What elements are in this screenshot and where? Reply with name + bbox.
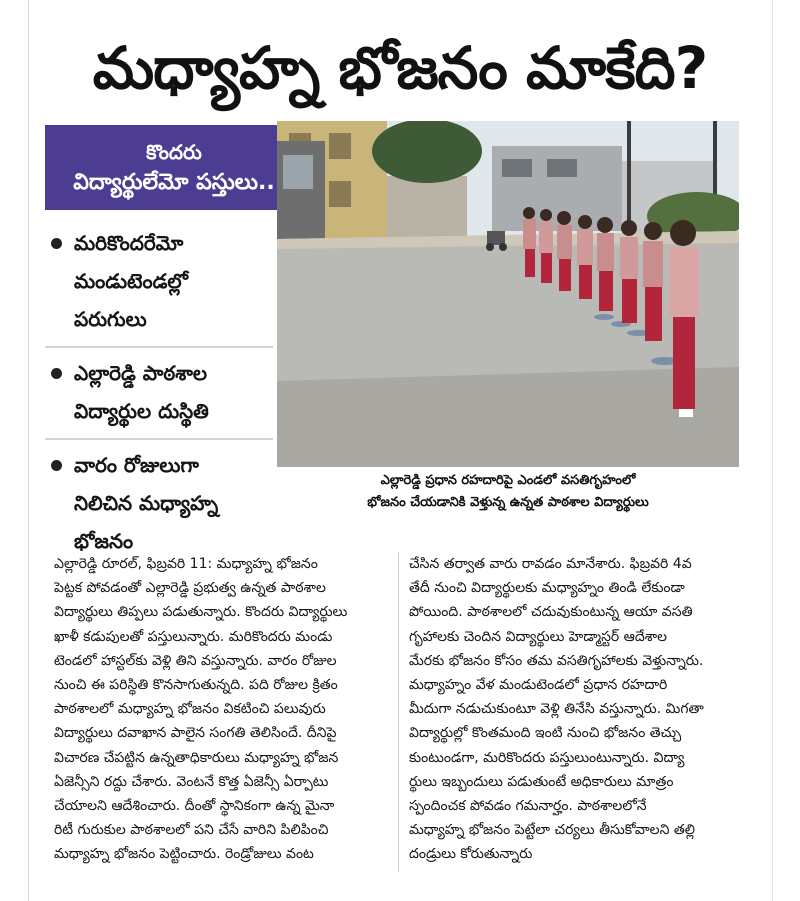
- highlight-text: మండుటెండల్లో: [74, 269, 188, 293]
- highlight-item: [45, 348, 273, 440]
- highlight-item: [45, 440, 273, 568]
- body-line: విద్యార్థుల్లో కొంతమంది ఇంటి నుంచి భోజనం తెచ్చు: [409, 725, 682, 742]
- body-line: ర్థులు ఇబ్బందులు పడుతుంటే అధికారులు మాత్రం: [409, 773, 674, 790]
- page-right-edge: [772, 0, 773, 901]
- body-line: చేయాలని ఆదేశించారు. దీంతో స్థానికంగా ఉన్న మైనా: [54, 798, 335, 815]
- kicker-line-1: కొందరు: [146, 139, 202, 164]
- body-line: పాఠశాలలో మధ్యాహ్న భోజనం వికటించి పలువురు: [54, 701, 326, 718]
- body-line: కుంటుండగా, మరికొందరు పస్తులుంటున్నారు. విద్యా: [409, 749, 685, 766]
- body-line: మీదుగా నడుచుకుంటూ వెళ్లి తినేసి వస్తున్నారు. మిగతా: [409, 701, 704, 718]
- body-line: విద్యార్థులు దవాఖాన పాలైన సంగతి తెలిసిందే. దీనిపై: [54, 725, 337, 742]
- caption-line-1: ఎల్లారెడ్డి ప్రధాన రహదారిపై ఎండలో వసతిగృహంలో: [380, 473, 636, 488]
- bullet-dot-icon: [51, 460, 62, 471]
- body-line: చేసిన తర్వాత వారు రావడం మానేశారు. ఫిబ్రవరి 4వ: [409, 556, 692, 572]
- body-line: గృహాలకు చెందిన విద్యార్థులు హెడ్మాస్టర్ ఆదేశాల: [409, 628, 668, 645]
- article-column-1: [54, 552, 394, 867]
- kicker-line-2: విద్యార్థులేమో పస్తులు..: [73, 169, 275, 195]
- highlight-text: ఎల్లారెడ్డి పాఠశాల: [74, 361, 208, 385]
- body-line: పెట్టక పోవడంతో ఎల్లారెడ్డి ప్రభుత్వ ఉన్నత పాఠశాల: [54, 580, 326, 597]
- body-line: ఖాళీ కడుపులతో పస్తులున్నారు. మరికొందరు మండు: [54, 628, 333, 645]
- photo-caption: [277, 470, 739, 514]
- body-line: విద్యార్థులు తిప్పలు పడుతున్నారు. కొందరు విద్యార్థులు: [54, 604, 348, 621]
- body-line: స్పందించక పోవడం గమనార్హం. పాఠశాలలోనే: [409, 798, 647, 815]
- column-divider: [398, 552, 399, 872]
- body-line: మేరకు భోజనం కోసం తమ వసతిగృహాలకు వెళ్తున్నారు.: [409, 652, 704, 669]
- body-line: నుంచి ఈ పరిస్థితి కొనసాగుతున్నది. పది రోజుల క్రితం: [54, 677, 338, 694]
- highlight-text: మరికొందరేమో: [74, 231, 184, 255]
- article-column-2: [409, 552, 739, 867]
- highlights-list: [45, 218, 273, 568]
- body-line: రిటీ గురుకుల పాఠశాలలో పని చేసే వారిని పిలిపించి: [54, 822, 329, 839]
- headline: మధ్యాహ్న భోజనం మాకేది?: [92, 34, 708, 102]
- body-line: తేదీ నుంచి విద్యార్థులకు మధ్యాహ్నం తిండి లేకుండా: [409, 580, 685, 597]
- caption-line-2: భోజనం చేయడానికి వెళ్తున్న ఉన్నత పాఠశాల విద్యార్థులు: [367, 495, 649, 510]
- body-line: ఎల్లారెడ్డి రూరల్, ఫిబ్రవరి 11: మధ్యాహ్న భోజనం: [54, 556, 318, 572]
- body-line: పోయింది. పాఠశాలలో చదువుకుంటున్న ఆయా వసతి: [409, 604, 693, 621]
- page-left-edge: [28, 0, 29, 901]
- highlight-item: [45, 218, 273, 348]
- students-walking-on-road-image: [277, 121, 739, 467]
- body-line: మధ్యాహ్న భోజనం పెట్టేలా చర్యలు తీసుకోవాలని తల్లి: [409, 822, 696, 839]
- body-line: మధ్యాహ్నం వేళ మండుటెండలో ప్రధాన రహదారి: [409, 677, 668, 694]
- body-line: దండ్రులు కోరుతున్నారు: [409, 846, 533, 863]
- bullet-dot-icon: [51, 238, 62, 249]
- highlight-text: భోజనం: [74, 529, 134, 553]
- highlight-text: వారం రోజులుగా: [74, 453, 199, 477]
- body-line: మధ్యాహ్న భోజనం పెట్టించారు. రెండ్రోజులు వంట: [54, 846, 314, 863]
- news-photo: [277, 121, 739, 467]
- bullet-dot-icon: [51, 368, 62, 379]
- body-line: విచారణ చేపట్టిన ఉన్నతాధికారులు మధ్యాహ్న భోజన: [54, 749, 339, 766]
- body-line: టెండలో హాస్టల్‌కు వెళ్లి తిని వస్తున్నారు. వారం రోజుల: [54, 652, 337, 669]
- highlight-text: విద్యార్థుల దుస్థితి: [74, 399, 209, 423]
- highlight-text: నిలిచిన మధ్యాహ్న: [74, 491, 219, 515]
- body-line: ఏజెన్సీని రద్దు చేశారు. వెంటనే కొత్త ఏజెన్సీ ఏర్పాటు: [54, 773, 329, 790]
- kicker-box: [45, 125, 303, 210]
- highlight-text: పరుగులు: [74, 307, 147, 331]
